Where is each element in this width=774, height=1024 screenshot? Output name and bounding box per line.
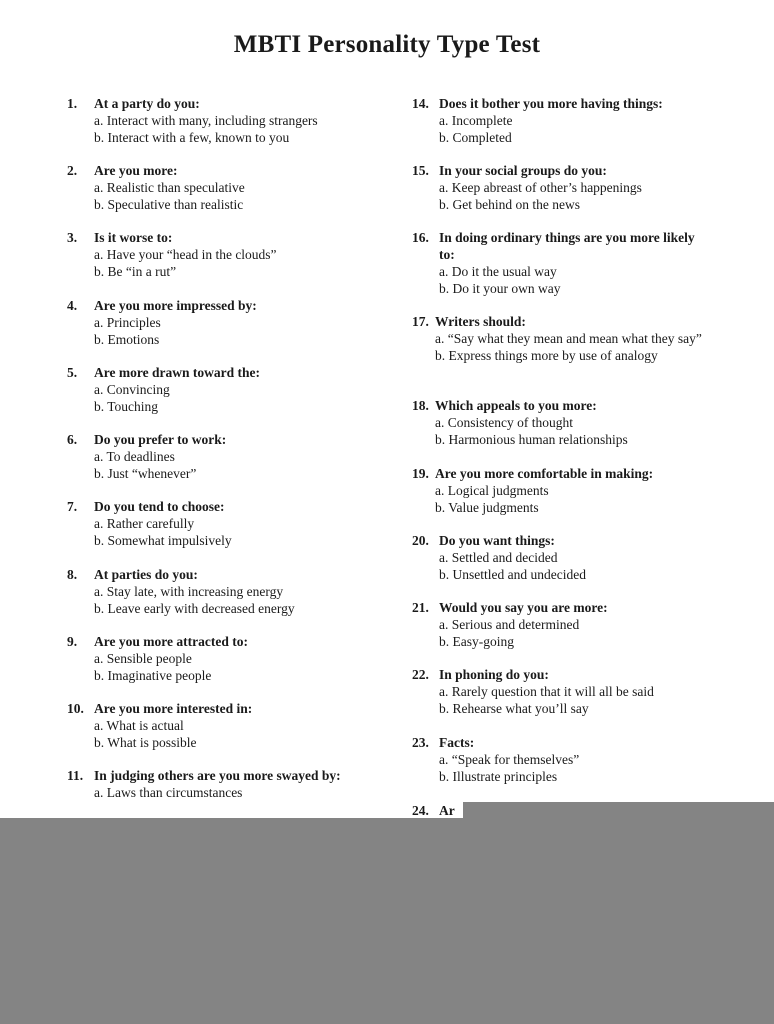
question-number: 16. bbox=[412, 230, 429, 245]
question-10 bbox=[67, 700, 367, 751]
question-text: Are you more: bbox=[94, 163, 178, 178]
question-text: In judging others are you more swayed by: bbox=[94, 768, 341, 783]
question-number: 23. bbox=[412, 735, 429, 750]
question-text: Which appeals to you more: bbox=[435, 398, 597, 413]
question-number: 20. bbox=[412, 533, 429, 548]
question-number: 1. bbox=[67, 96, 78, 111]
option-b: b. Completed bbox=[439, 130, 512, 145]
question-8 bbox=[67, 566, 367, 617]
option-b: b. Harmonious human relationships bbox=[435, 432, 628, 447]
option-a: a. Consistency of thought bbox=[435, 415, 573, 430]
option-a: a. Logical judgments bbox=[435, 483, 549, 498]
option-b: b. Leave early with decreased energy bbox=[94, 601, 295, 616]
question-number: 18. bbox=[412, 398, 429, 413]
option-b: b. Do it your own way bbox=[439, 281, 561, 296]
question-5 bbox=[67, 364, 367, 415]
option-a: a. Keep abreast of other’s happenings bbox=[439, 180, 642, 195]
question-23 bbox=[412, 734, 732, 785]
question-number: 9. bbox=[67, 634, 78, 649]
question-text: Are you more interested in: bbox=[94, 701, 253, 716]
option-b: b. Be “in a rut” bbox=[94, 264, 177, 279]
option-b: b. Easy-going bbox=[439, 634, 514, 649]
question-number: 2. bbox=[67, 163, 78, 178]
question-17 bbox=[412, 313, 712, 364]
question-text: In your social groups do you: bbox=[439, 163, 607, 178]
question-text: Do you want things: bbox=[439, 533, 555, 548]
question-3 bbox=[67, 229, 367, 280]
question-text: Do you tend to choose: bbox=[94, 499, 225, 514]
option-b: b. Rehearse what you’ll say bbox=[439, 701, 589, 716]
option-a: a. “Speak for themselves” bbox=[439, 752, 580, 767]
question-4 bbox=[67, 297, 367, 348]
question-text: Are you more attracted to: bbox=[94, 634, 248, 649]
question-18 bbox=[412, 397, 732, 448]
option-a: a. Interact with many, including strangers bbox=[94, 113, 318, 128]
option-b: b. Just “whenever” bbox=[94, 466, 197, 481]
option-a: a. Stay late, with increasing energy bbox=[94, 584, 284, 599]
question-text: In doing ordinary things are you more likely to: bbox=[439, 230, 695, 262]
question-15 bbox=[412, 162, 732, 213]
option-b: b. Imaginative people bbox=[94, 668, 212, 683]
option-a: a. Convincing bbox=[94, 382, 170, 397]
question-7 bbox=[67, 498, 367, 549]
question-9 bbox=[67, 633, 367, 684]
option-a: a. Realistic than speculative bbox=[94, 180, 245, 195]
question-number: 21. bbox=[412, 600, 429, 615]
question-text: At a party do you: bbox=[94, 96, 200, 111]
option-a: a. “Say what they mean and mean what they say” bbox=[435, 331, 702, 346]
question-number: 7. bbox=[67, 499, 78, 514]
page-title: MBTI Personality Type Test bbox=[233, 31, 541, 58]
question-1 bbox=[67, 95, 367, 146]
option-a: a. Do it the usual way bbox=[439, 264, 557, 279]
option-b: b. Somewhat impulsively bbox=[94, 533, 232, 548]
question-text: Would you say you are more: bbox=[439, 600, 608, 615]
option-b: b. Unsettled and undecided bbox=[439, 567, 586, 582]
option-b: b. Get behind on the news bbox=[439, 197, 580, 212]
question-text: Are more drawn toward the: bbox=[94, 365, 260, 380]
option-a: a. Rather carefully bbox=[94, 516, 195, 531]
question-19 bbox=[412, 465, 732, 516]
question-number: 15. bbox=[412, 163, 429, 178]
option-a: a. To deadlines bbox=[94, 449, 175, 464]
option-b: b. Illustrate principles bbox=[439, 769, 558, 784]
option-a: a. Incomplete bbox=[439, 113, 513, 128]
question-number: 22. bbox=[412, 667, 429, 682]
question-text: Are you more impressed by: bbox=[94, 298, 257, 313]
option-a: a. Settled and decided bbox=[439, 550, 558, 565]
option-a: a. Have your “head in the clouds” bbox=[94, 247, 277, 262]
option-a: a. What is actual bbox=[94, 718, 184, 733]
question-text: Facts: bbox=[439, 735, 475, 750]
option-b: b. Emotions bbox=[94, 332, 160, 347]
question-text: Is it worse to: bbox=[94, 230, 173, 245]
question-21 bbox=[412, 599, 732, 650]
option-a: a. Principles bbox=[94, 315, 161, 330]
question-number: 10. bbox=[67, 701, 84, 716]
question-16 bbox=[412, 229, 712, 297]
option-b: b. Express things more by use of analogy bbox=[435, 348, 658, 363]
question-20 bbox=[412, 532, 732, 583]
question-22 bbox=[412, 666, 732, 717]
option-a: a. Rarely question that it will all be said bbox=[439, 684, 654, 699]
question-text: Are you more comfortable in making: bbox=[435, 466, 654, 481]
question-number: 5. bbox=[67, 365, 78, 380]
question-number: 8. bbox=[67, 567, 78, 582]
question-number: 14. bbox=[412, 96, 429, 111]
question-number: 19. bbox=[412, 466, 429, 481]
question-number: 24. bbox=[412, 803, 429, 818]
question-text: Do you prefer to work: bbox=[94, 432, 227, 447]
option-a: a. Sensible people bbox=[94, 651, 192, 666]
option-b: b. Speculative than realistic bbox=[94, 197, 244, 212]
option-b: b. Touching bbox=[94, 399, 159, 414]
question-6 bbox=[67, 431, 367, 482]
question-number: 6. bbox=[67, 432, 78, 447]
question-text: Writers should: bbox=[435, 314, 526, 329]
option-b: b. Value judgments bbox=[435, 500, 539, 515]
question-number: 3. bbox=[67, 230, 78, 245]
question-2 bbox=[67, 162, 367, 213]
option-a: a. Laws than circumstances bbox=[94, 785, 243, 800]
option-a: a. Serious and determined bbox=[439, 617, 580, 632]
question-text: Ar bbox=[439, 803, 455, 818]
question-text: In phoning do you: bbox=[439, 667, 549, 682]
occlusion-overlay-top bbox=[463, 802, 774, 819]
question-11 bbox=[67, 767, 367, 801]
question-text: Does it bother you more having things: bbox=[439, 96, 663, 111]
option-b: b. Interact with a few, known to you bbox=[94, 130, 290, 145]
question-number: 4. bbox=[67, 298, 78, 313]
option-b: b. What is possible bbox=[94, 735, 197, 750]
question-number: 11. bbox=[67, 768, 84, 783]
occlusion-overlay bbox=[0, 818, 774, 1024]
question-number: 17. bbox=[412, 314, 429, 329]
question-14 bbox=[412, 95, 732, 146]
question-text: At parties do you: bbox=[94, 567, 198, 582]
